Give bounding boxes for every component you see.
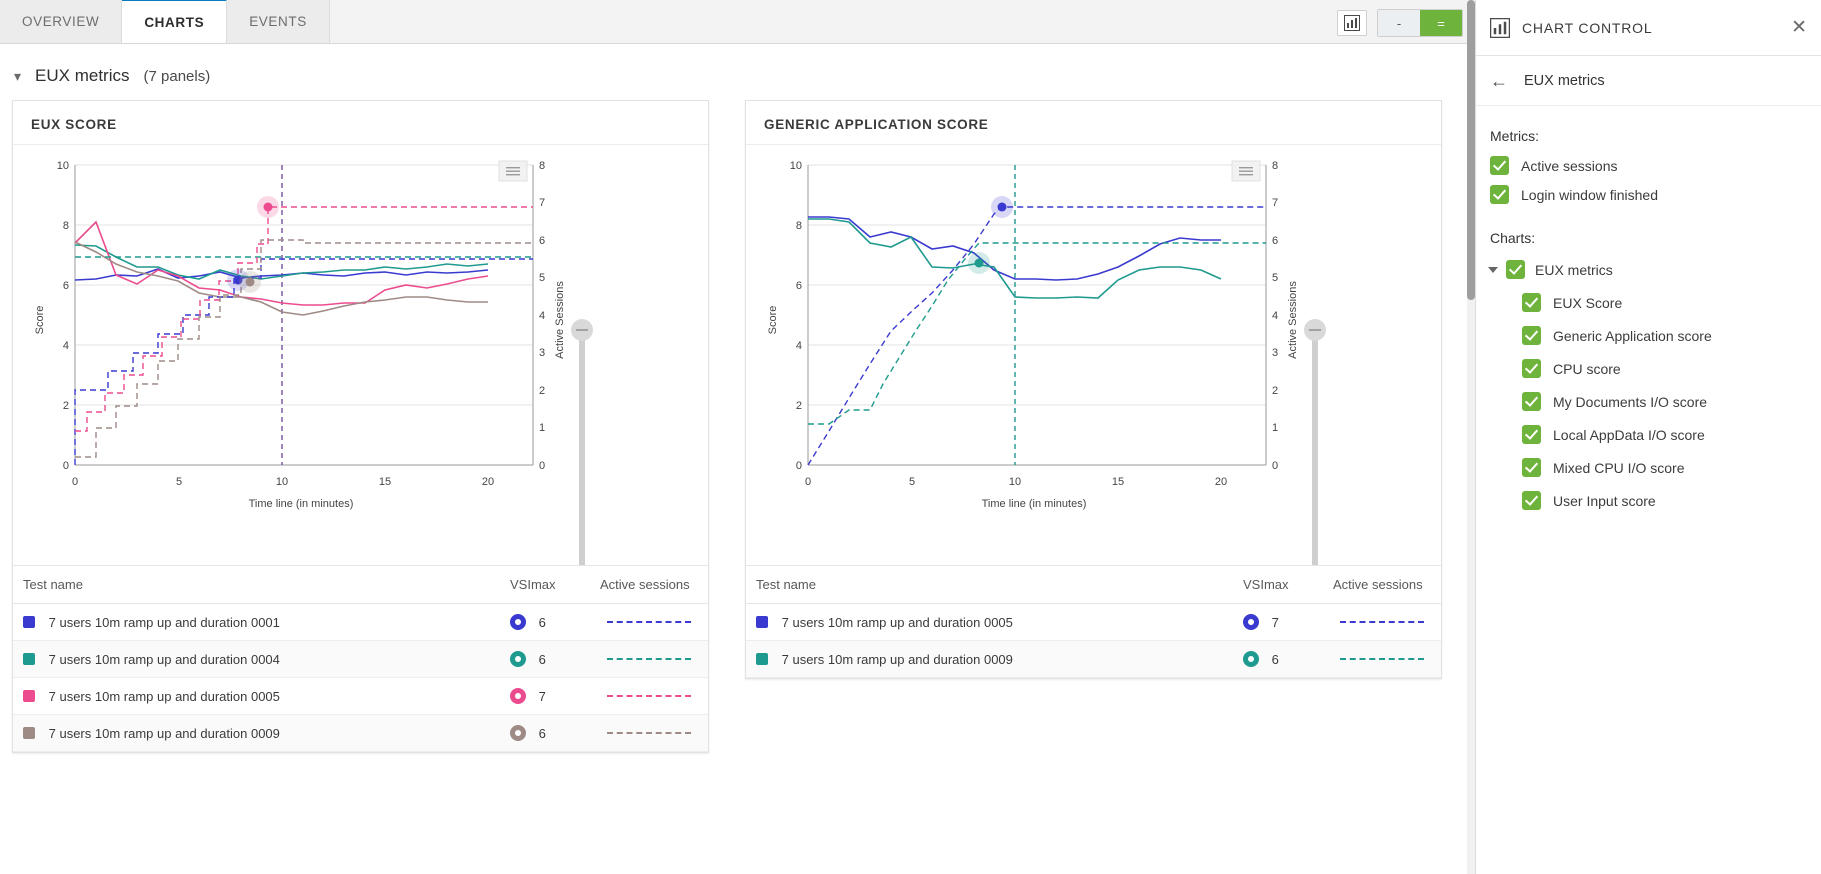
chart-item-cpu-score[interactable] [1522,359,1807,378]
svg-text:Time line (in minutes): Time line (in minutes) [981,498,1087,510]
view-toggle-equals[interactable]: = [1420,10,1462,36]
cell-vsimax [1233,604,1323,641]
series-color-swatch [756,616,768,628]
test-name-label: 7 users 10m ramp up and duration 0005 [781,614,1013,630]
col-test-name: Test name [746,566,1233,604]
session-dash-icon [607,695,691,697]
chart-item-my-documents-io-score[interactable] [1522,392,1807,411]
series-color-swatch [23,727,35,739]
session-dash-icon [607,621,691,623]
col-test-name: Test name [13,566,500,604]
svg-text:7: 7 [539,197,546,209]
vsimax-value: 7 [538,689,546,704]
checkbox-checked-icon[interactable] [1490,156,1509,175]
svg-text:6: 6 [795,280,802,292]
svg-text:10: 10 [789,160,802,172]
section-header [0,44,1475,100]
test-name-label: 7 users 10m ramp up and duration 0009 [48,725,280,741]
cell-active-sessions [1323,641,1441,678]
session-dash-icon [1340,658,1424,660]
charts-root-label: EUX metrics [1535,261,1613,278]
table-row[interactable] [13,678,708,715]
svg-text:20: 20 [481,476,495,488]
panel-title-generic-application-score: GENERIC APPLICATION SCORE [746,101,1441,145]
tab-bar [0,0,1475,44]
test-name-label: 7 users 10m ramp up and duration 0001 [48,614,280,630]
session-dash-icon [1340,621,1424,623]
tab-events[interactable] [227,0,330,43]
table-row[interactable] [746,641,1441,678]
svg-text:0: 0 [62,460,69,472]
marker-point[interactable] [975,259,984,268]
svg-text:4: 4 [62,340,69,352]
panel-eux-score [12,100,709,753]
chart-item-eux-score[interactable] [1522,293,1807,312]
tab-overview[interactable]: OVERVIEW [22,14,100,29]
svg-text:15: 15 [378,476,392,488]
svg-text:8: 8 [795,220,802,232]
chart-item-label: User Input score [1553,492,1656,509]
svg-text:3: 3 [1272,347,1279,359]
svg-text:5: 5 [175,476,183,488]
svg-text:10: 10 [275,476,289,488]
svg-text:10: 10 [1008,476,1022,488]
vsimax-value: 7 [1271,615,1279,630]
tab-overview-wrapper [0,0,122,43]
panels-container [0,100,1475,753]
svg-text:Active Sessions: Active Sessions [554,281,566,359]
vsimax-value: 6 [538,615,546,630]
svg-text:1: 1 [539,422,546,434]
chart-item-mixed-cpu-io-score[interactable] [1522,458,1807,477]
svg-text:8: 8 [62,220,69,232]
vsimax-dot-icon [510,651,526,667]
table-row[interactable] [13,715,708,752]
checkbox-checked-icon[interactable] [1522,392,1541,411]
charts-label: Charts: [1490,230,1536,246]
page-title: EUX metrics [35,66,130,85]
svg-text:1: 1 [1272,422,1279,434]
tab-charts-label: CHARTS [144,14,205,30]
checkbox-checked-icon[interactable] [1522,359,1541,378]
svg-text:0: 0 [539,460,546,472]
legend-table-generic-application-score [746,565,1441,678]
checkbox-checked-icon[interactable] [1522,293,1541,312]
chart-item-label: Mixed CPU I/O score [1553,459,1685,476]
svg-text:6: 6 [539,235,546,247]
series-color-swatch [23,616,35,628]
view-toggle-minus[interactable]: - [1378,10,1420,36]
svg-text:20: 20 [1214,476,1228,488]
chart-icon [1344,15,1360,31]
cell-test-name [746,604,1233,641]
svg-text:Time line (in minutes): Time line (in minutes) [248,498,354,510]
col-active-sessions: Active sessions [1323,566,1441,604]
cell-active-sessions [590,678,708,715]
vsimax-dot-icon [510,614,526,630]
chart-item-local-appdata-io-score[interactable] [1522,425,1807,444]
metric-active-sessions[interactable] [1490,156,1807,175]
view-toggle-group [1377,9,1463,37]
chart-item-label: CPU score [1553,360,1621,377]
svg-text:Score: Score [34,305,46,335]
svg-text:0: 0 [1272,460,1279,472]
main-scrollbar-thumb[interactable] [1467,0,1475,300]
svg-text:0: 0 [804,476,812,488]
marker-point[interactable] [246,278,255,287]
svg-text:6: 6 [62,280,69,292]
marker-point[interactable] [998,203,1007,212]
chart-item-generic-application-score[interactable] [1522,326,1807,345]
svg-text:10: 10 [56,160,69,172]
tab-events-label: EVENTS [249,14,307,29]
chart-control-title: CHART CONTROL [1522,19,1653,36]
checkbox-checked-icon[interactable] [1522,326,1541,345]
chevron-down-icon[interactable]: ▾ [14,67,22,84]
metrics-label: Metrics: [1490,128,1539,144]
chart-icon-button[interactable] [1337,10,1367,36]
series-color-swatch [23,653,35,665]
col-vsimax: VSImax [500,566,590,604]
checkbox-checked-icon[interactable] [1506,260,1525,279]
chart-eux-score [13,145,708,565]
chart-icon [1490,18,1510,38]
charts-tree-children [1522,293,1807,510]
test-name-label: 7 users 10m ramp up and duration 0009 [781,651,1013,667]
table-header-row [13,566,708,604]
cell-test-name [13,604,500,641]
chart-menu-icon [1239,167,1253,175]
toolbar [1337,9,1475,43]
svg-text:15: 15 [1111,476,1125,488]
metric-label: Login window finished [1521,186,1658,203]
panel-generic-application-score [745,100,1442,679]
svg-text:4: 4 [539,310,546,322]
svg-text:2: 2 [795,400,802,412]
svg-text:5: 5 [539,272,546,284]
chart-control-body [1476,106,1821,540]
vsimax-value: 6 [1271,652,1279,667]
svg-text:2: 2 [62,400,69,412]
cell-test-name [13,641,500,678]
table-row[interactable] [13,604,708,641]
test-name-label: 7 users 10m ramp up and duration 0004 [48,651,280,667]
col-active-sessions: Active sessions [590,566,708,604]
svg-text:6: 6 [1272,235,1279,247]
cell-vsimax [1233,641,1323,678]
marker-point[interactable] [264,203,273,212]
svg-text:0: 0 [795,460,802,472]
main-scrollbar[interactable] [1467,0,1475,874]
panel-count: (7 panels) [143,67,211,85]
chart-item-label: My Documents I/O score [1553,393,1708,410]
breadcrumb-label: EUX metrics [1524,72,1605,89]
svg-text:2: 2 [1272,385,1279,397]
cell-active-sessions [590,604,708,641]
chart-menu-icon [506,167,520,175]
series-color-swatch [756,653,768,665]
col-vsimax: VSImax [1233,566,1323,604]
expand-triangle-icon[interactable] [1488,267,1498,273]
chart-item-label: EUX Score [1553,294,1623,311]
chart-generic-application-score [746,145,1441,565]
series-color-swatch [23,690,35,702]
close-icon[interactable]: ✕ [1791,17,1807,38]
table-row[interactable] [746,604,1441,641]
chart-generic-application-score-svg [746,145,1441,565]
vsimax-dot-icon [1243,614,1259,630]
svg-text:0: 0 [71,476,79,488]
cell-test-name [13,715,500,752]
vsimax-dot-icon [510,725,526,741]
svg-text:2: 2 [539,385,546,397]
tab-charts[interactable] [122,0,227,43]
vsimax-dot-icon [1243,651,1259,667]
test-name-label: 7 users 10m ramp up and duration 0005 [48,688,280,704]
session-dash-icon [607,732,691,734]
svg-text:8: 8 [539,160,546,172]
vsimax-dot-icon [510,688,526,704]
cell-test-name [13,678,500,715]
cell-active-sessions [590,715,708,752]
cell-active-sessions [590,641,708,678]
vsimax-value: 6 [538,726,546,741]
metric-login-window-finished[interactable] [1490,185,1807,204]
chart-control-breadcrumb [1476,56,1821,106]
svg-text:8: 8 [1272,160,1279,172]
vsimax-value: 6 [538,652,546,667]
svg-text:7: 7 [1272,197,1279,209]
svg-text:4: 4 [1272,310,1279,322]
metric-label: Active sessions [1521,157,1618,174]
svg-text:4: 4 [795,340,802,352]
cell-vsimax [500,715,590,752]
chart-item-user-input-score[interactable] [1522,491,1807,510]
cell-vsimax [500,641,590,678]
chart-control-panel [1475,0,1821,874]
back-arrow-icon[interactable]: ← [1490,70,1508,91]
chart-item-label: Local AppData I/O score [1553,426,1705,443]
legend-table-eux-score [13,565,708,752]
cell-vsimax [500,678,590,715]
chart-item-label: Generic Application score [1553,327,1712,344]
svg-text:5: 5 [908,476,916,488]
table-row[interactable] [13,641,708,678]
cell-active-sessions [1323,604,1441,641]
svg-text:3: 3 [539,347,546,359]
svg-text:Score: Score [767,305,779,335]
panel-title-eux-score: EUX SCORE [13,101,708,145]
checkbox-checked-icon[interactable] [1490,185,1509,204]
checkbox-checked-icon[interactable] [1522,458,1541,477]
cell-test-name [746,641,1233,678]
chart-eux-score-svg [13,145,708,565]
table-header-row [746,566,1441,604]
charts-tree-root[interactable] [1490,260,1807,279]
cell-vsimax [500,604,590,641]
svg-text:Active Sessions: Active Sessions [1287,281,1299,359]
svg-text:5: 5 [1272,272,1279,284]
session-dash-icon [607,658,691,660]
checkbox-checked-icon[interactable] [1522,491,1541,510]
checkbox-checked-icon[interactable] [1522,425,1541,444]
chart-control-header [1476,0,1821,56]
